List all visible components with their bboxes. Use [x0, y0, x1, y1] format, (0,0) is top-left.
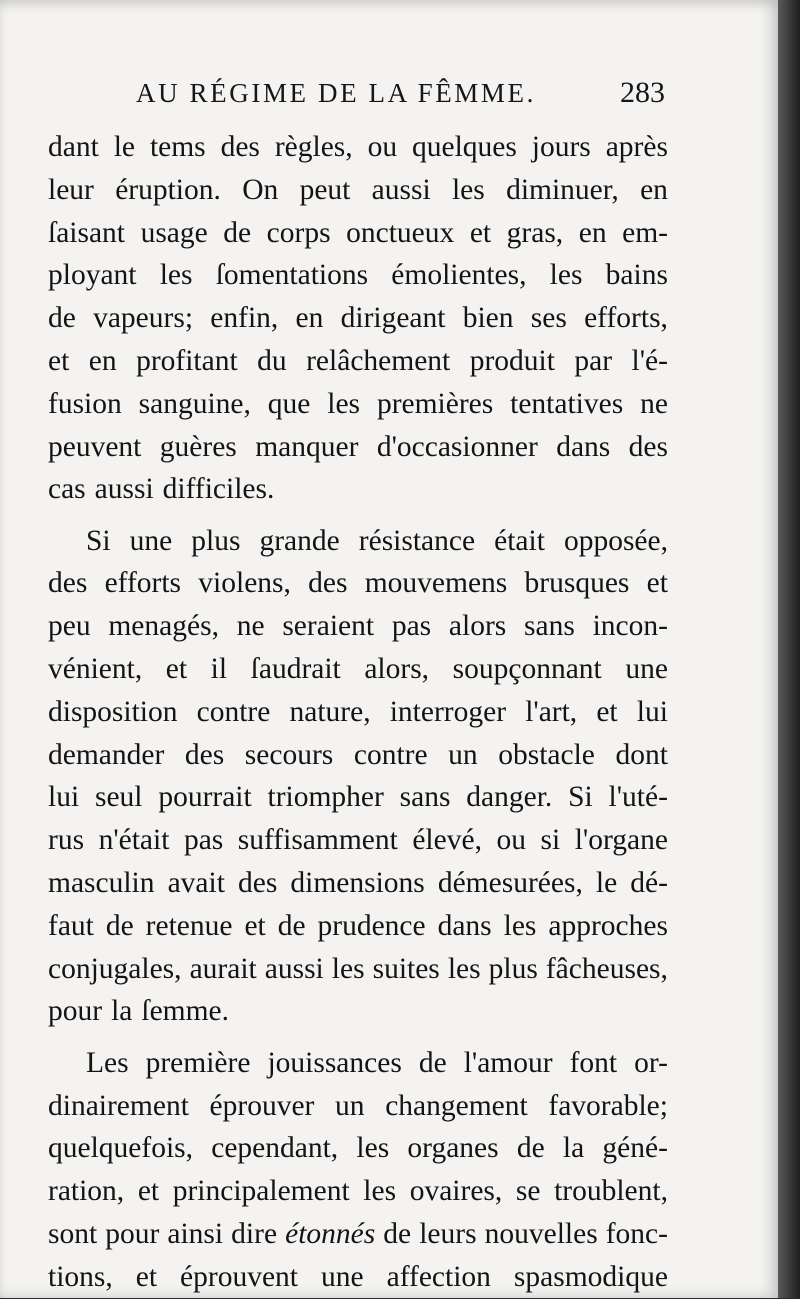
- text-line: [48, 212, 668, 255]
- text-line: [48, 948, 668, 991]
- word: suites: [372, 952, 440, 985]
- word: il: [210, 653, 228, 686]
- word: aussi: [94, 473, 154, 506]
- word: leur: [48, 173, 94, 206]
- word: interroger: [389, 695, 507, 728]
- word: alors: [448, 610, 507, 643]
- word: dire: [231, 1217, 278, 1250]
- word: jouissances: [267, 1046, 402, 1079]
- word: usage: [140, 216, 208, 249]
- word: une: [129, 524, 173, 557]
- word: d'occasionner: [376, 430, 538, 463]
- text-line: [48, 1042, 668, 1085]
- word: enfin,: [210, 302, 279, 335]
- word: sont: [48, 1217, 98, 1250]
- word: plus: [191, 524, 241, 557]
- word: ſaisant: [48, 216, 126, 249]
- word: étonnés: [285, 1217, 376, 1250]
- word: éprouvent: [180, 1260, 299, 1293]
- word: plus: [488, 952, 538, 985]
- word: dé-: [630, 867, 668, 900]
- word: bien: [462, 302, 514, 335]
- text-line: [48, 905, 668, 948]
- word: conjugales,: [48, 952, 182, 985]
- word: élevé,: [412, 824, 482, 857]
- word: ployant: [48, 259, 137, 292]
- word: géné-: [602, 1132, 668, 1165]
- word: faut: [48, 909, 94, 942]
- word: disposition: [48, 695, 178, 728]
- word: pas: [183, 824, 224, 857]
- word: la: [562, 1132, 585, 1165]
- word: retenue: [145, 909, 233, 942]
- word: ſomentations: [215, 259, 369, 292]
- word: de: [223, 216, 252, 249]
- word: dans: [556, 430, 611, 463]
- page-header: [0, 78, 778, 122]
- word: obstacle: [498, 738, 595, 771]
- word: dans: [437, 909, 492, 942]
- word: mouvemens: [364, 567, 508, 600]
- word: et: [165, 653, 188, 686]
- word: ſemme.: [141, 995, 230, 1028]
- word: rus: [48, 824, 85, 857]
- word: de: [418, 1046, 447, 1079]
- body-text: [48, 126, 668, 1299]
- page-number: 283: [620, 76, 665, 109]
- word: principalement: [172, 1175, 350, 1208]
- word: l'é-: [631, 344, 668, 377]
- word: en: [640, 173, 668, 206]
- word: sans: [524, 610, 575, 643]
- text-line: [48, 254, 668, 297]
- word: Si: [568, 781, 593, 814]
- word: dont: [615, 738, 668, 771]
- word: pour: [48, 995, 103, 1028]
- word: les: [159, 259, 193, 292]
- text-line: [48, 426, 668, 469]
- word: incon-: [592, 610, 668, 643]
- word: les: [356, 1132, 390, 1165]
- word: premières: [376, 387, 494, 420]
- word: les: [327, 387, 361, 420]
- word: demander: [48, 738, 165, 771]
- word: leurs: [419, 1217, 477, 1250]
- word: quelquefois,: [48, 1132, 194, 1165]
- word: ne: [236, 610, 265, 643]
- word: les: [503, 909, 537, 942]
- word: en: [578, 216, 607, 249]
- running-head: AU RÉGIME DE LA FÊMME.: [136, 78, 536, 108]
- word: de: [105, 909, 134, 942]
- word: relâchement: [306, 344, 451, 377]
- word: aurait: [189, 952, 257, 985]
- word: et: [244, 909, 266, 942]
- word: en: [295, 302, 324, 335]
- word: règles,: [274, 131, 353, 163]
- word: spasmodique: [513, 1260, 668, 1293]
- word: cependant,: [211, 1132, 339, 1165]
- word: une: [625, 653, 668, 686]
- word: font: [569, 1046, 618, 1079]
- word: fâcheuses,: [545, 952, 668, 985]
- word: triompher: [267, 781, 384, 814]
- word: diminuer,: [506, 173, 619, 206]
- word: Les: [86, 1046, 129, 1079]
- text-line: [48, 169, 668, 212]
- word: contre: [353, 738, 428, 771]
- text-line: [48, 468, 668, 511]
- text-line: [48, 862, 668, 905]
- text-line: [48, 691, 668, 734]
- word: et: [48, 344, 70, 377]
- text-line: [48, 1170, 668, 1213]
- word: si: [540, 824, 561, 857]
- word: dinairement: [48, 1089, 189, 1122]
- word: seraient: [282, 610, 375, 643]
- text-line: [48, 1085, 668, 1128]
- word: se: [515, 1175, 541, 1208]
- word: On: [242, 173, 279, 206]
- word: fusion: [48, 387, 122, 420]
- text-line: [48, 648, 668, 691]
- word: ses: [530, 302, 567, 335]
- word: suffisamment: [237, 824, 398, 857]
- word: le: [595, 867, 618, 900]
- word: tions,: [48, 1260, 113, 1293]
- word: vénient,: [48, 653, 143, 686]
- word: en: [88, 344, 117, 377]
- text-line: [48, 383, 668, 426]
- word: pourrait: [158, 781, 252, 814]
- word: des: [48, 567, 88, 600]
- word: gras,: [506, 216, 564, 249]
- word: l'amour: [463, 1046, 553, 1079]
- word: opposée,: [563, 524, 668, 557]
- word: de: [516, 1132, 545, 1165]
- word: et: [596, 695, 618, 728]
- text-line: [48, 297, 668, 340]
- word: fonc-: [605, 1217, 668, 1250]
- word: des: [628, 430, 668, 463]
- word: les: [451, 173, 485, 206]
- word: alors,: [364, 653, 430, 686]
- word: peu: [48, 610, 91, 643]
- word: vapeurs;: [93, 302, 194, 335]
- word: ou: [367, 131, 398, 163]
- word: et: [137, 1175, 160, 1208]
- word: profitant: [136, 344, 238, 377]
- word: sans: [399, 781, 451, 814]
- word: affection: [386, 1260, 491, 1293]
- word: démesurées,: [437, 867, 583, 900]
- word: avait: [167, 867, 225, 900]
- word: tentatives: [510, 387, 624, 420]
- word: ovaires,: [409, 1175, 503, 1208]
- word: soupçonnant: [452, 653, 602, 686]
- word: ne: [640, 387, 668, 420]
- word: quelques: [411, 131, 517, 163]
- word: corps: [266, 216, 331, 249]
- word: em-: [622, 216, 668, 249]
- word: violens,: [198, 567, 291, 600]
- word: organes: [407, 1132, 499, 1165]
- word: seul: [94, 781, 143, 814]
- word: que: [267, 387, 311, 420]
- word: lui: [636, 695, 668, 728]
- word: changement: [385, 1089, 528, 1122]
- word: lui: [48, 781, 80, 814]
- word: les: [447, 952, 481, 985]
- word: guères: [159, 430, 237, 463]
- word: ration,: [48, 1175, 125, 1208]
- word: peuvent: [48, 430, 142, 463]
- word: aussi: [371, 173, 431, 206]
- word: la: [111, 995, 133, 1028]
- word: n'était: [98, 824, 170, 857]
- word: résistance: [358, 524, 476, 557]
- word: nouvelles: [484, 1217, 598, 1250]
- word: onctueux: [346, 216, 455, 249]
- word: dirigeant: [340, 302, 446, 335]
- word: l'uté-: [608, 781, 668, 814]
- word: les: [549, 259, 583, 292]
- word: prudence: [317, 909, 426, 942]
- word: de: [48, 302, 76, 335]
- text-line: [48, 990, 668, 1033]
- page-edge-shadow: [778, 0, 800, 1298]
- word: favorable;: [548, 1089, 668, 1122]
- word: ou: [496, 824, 526, 857]
- word: les: [331, 952, 365, 985]
- word: nature,: [289, 695, 371, 728]
- word: contre: [196, 695, 271, 728]
- word: et: [646, 567, 668, 600]
- word: des: [220, 131, 260, 163]
- text-line: [48, 1213, 668, 1256]
- word: dant: [48, 131, 99, 163]
- word: efforts: [104, 567, 182, 600]
- word: était: [494, 524, 545, 557]
- word: de: [277, 909, 306, 942]
- word: après: [605, 131, 668, 163]
- word: jours: [531, 131, 591, 163]
- word: par: [574, 344, 613, 377]
- word: menagés,: [108, 610, 219, 643]
- text-line: [48, 605, 668, 648]
- text-line: [48, 340, 668, 383]
- word: tems: [149, 131, 206, 163]
- text-line: [48, 1256, 668, 1299]
- word: bains: [605, 259, 668, 292]
- word: brusques: [524, 567, 630, 600]
- word: secours: [244, 738, 334, 771]
- word: première: [145, 1046, 251, 1079]
- word: éruption.: [115, 173, 221, 206]
- text-line: [48, 562, 668, 605]
- word: pas: [391, 610, 432, 643]
- word: un: [335, 1089, 365, 1122]
- word: or-: [634, 1046, 668, 1079]
- word: l'art,: [525, 695, 578, 728]
- word: aussi: [264, 952, 324, 985]
- word: pour: [105, 1217, 160, 1250]
- word: une: [321, 1260, 364, 1293]
- text-line: [48, 1127, 668, 1170]
- word: difficiles.: [162, 473, 275, 506]
- word: efforts,: [584, 302, 668, 335]
- word: le: [113, 131, 136, 163]
- word: et: [469, 216, 492, 249]
- word: masculin: [48, 867, 155, 900]
- text-line: [48, 819, 668, 862]
- word: un: [448, 738, 478, 771]
- word: dimensions: [290, 867, 425, 900]
- text-line: [48, 734, 668, 777]
- word: l'organe: [574, 824, 668, 857]
- text-line: [48, 126, 668, 169]
- word: ainsi: [167, 1217, 224, 1250]
- word: danger.: [466, 781, 553, 814]
- text-line: [48, 776, 668, 819]
- word: de: [383, 1217, 412, 1250]
- word: des: [308, 567, 348, 600]
- word: des: [237, 867, 278, 900]
- word: cas: [48, 473, 86, 506]
- word: des: [184, 738, 225, 771]
- word: approches: [548, 909, 668, 942]
- word: troublent,: [554, 1175, 668, 1208]
- word: grande: [259, 524, 340, 557]
- word: sanguine,: [138, 387, 251, 420]
- word: Si: [86, 524, 111, 557]
- text-line: [48, 520, 668, 563]
- word: et: [135, 1260, 158, 1293]
- word: produit: [469, 344, 555, 377]
- word: du: [257, 344, 287, 377]
- word: peut: [299, 173, 351, 206]
- word: émolientes,: [391, 259, 527, 292]
- word: éprouver: [209, 1089, 315, 1122]
- word: les: [363, 1175, 397, 1208]
- word: ſaudrait: [250, 653, 341, 686]
- word: manquer: [255, 430, 359, 463]
